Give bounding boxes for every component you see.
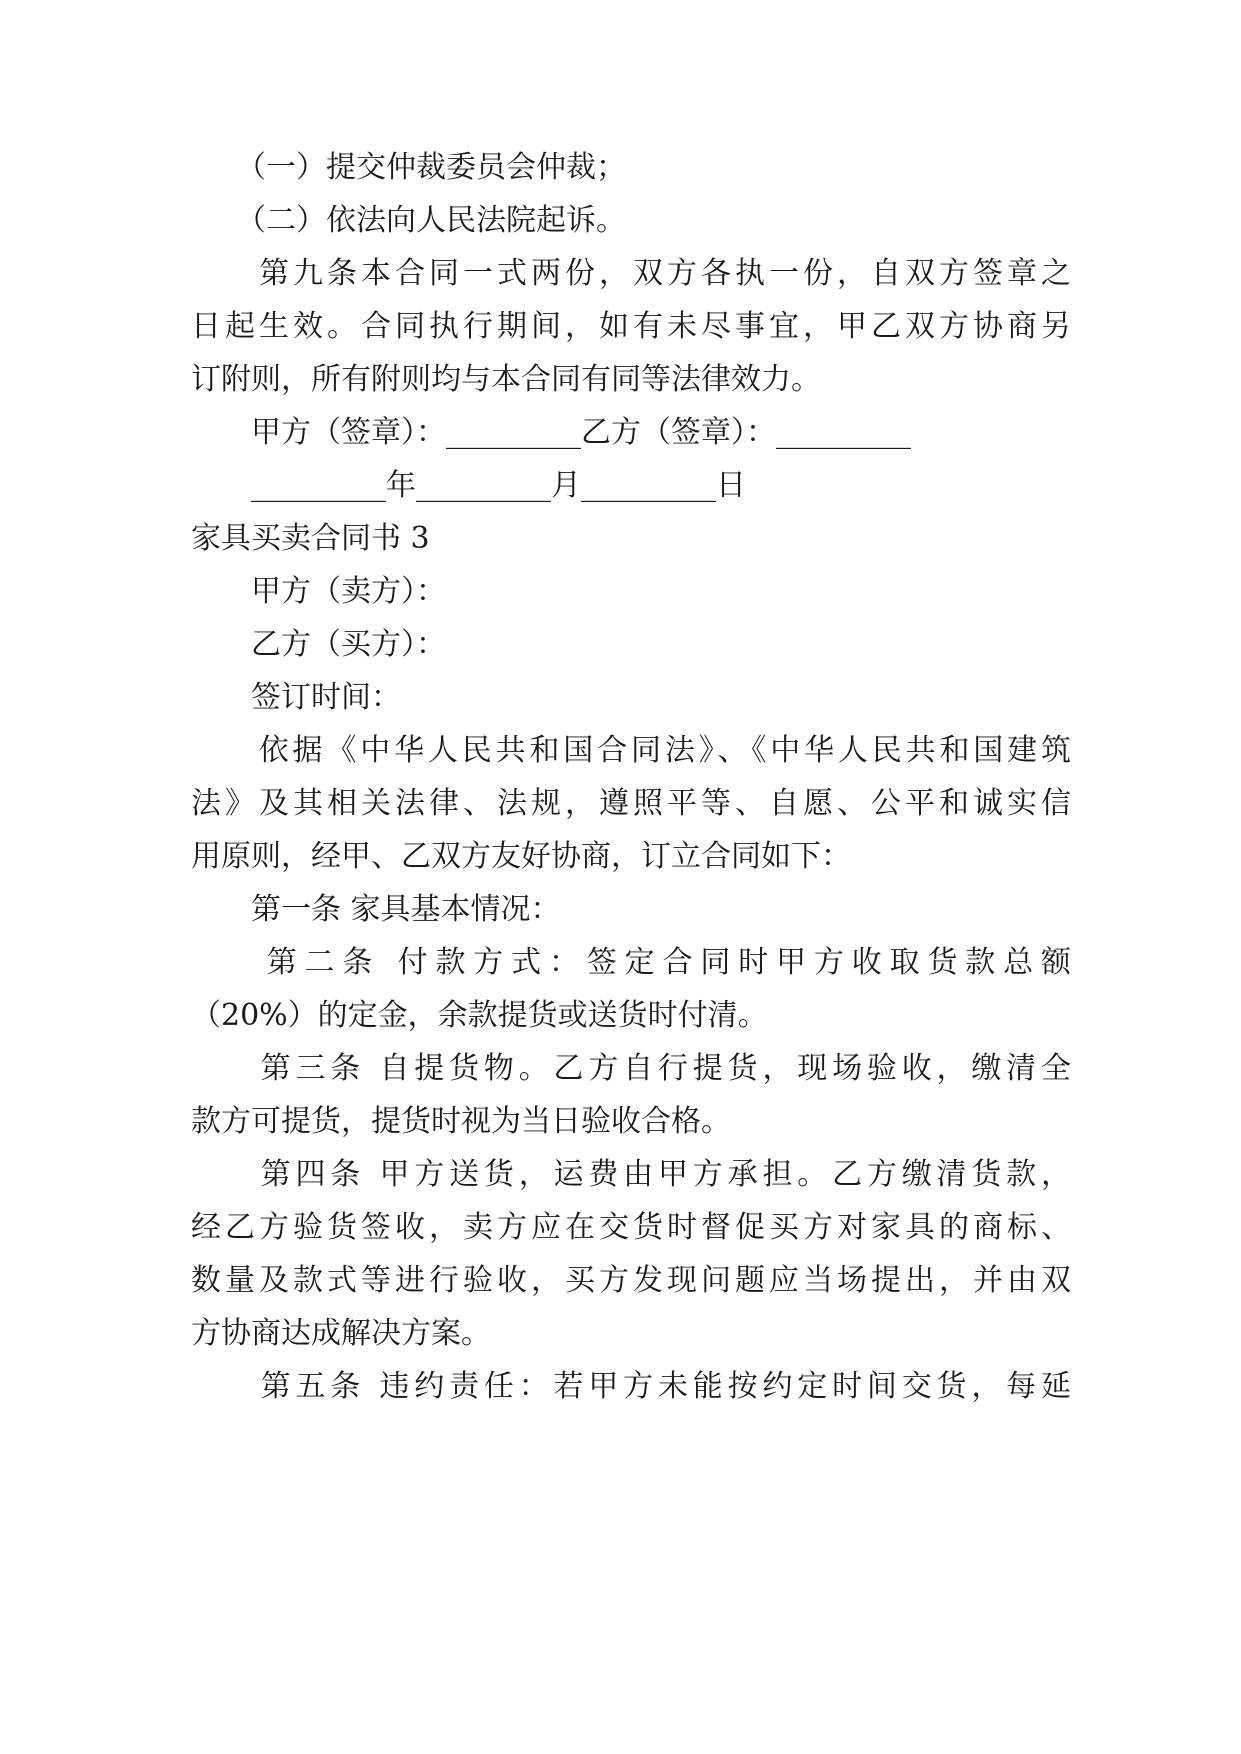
contract-title: 家具买卖合同书 3 bbox=[191, 521, 430, 556]
article-3-line-2: 款方可提货，提货时视为当日验收合格。 bbox=[191, 1104, 731, 1139]
preamble-line-1: 依据《中华人民共和国合同法》、《中华人民共和国建筑 bbox=[191, 733, 1071, 768]
article-2-line-1: 第二条 付款方式：签定合同时甲方收取货款总额 bbox=[191, 945, 1071, 980]
article-9-line-3: 订附则，所有附则均与本合同有同等法律效力。 bbox=[191, 362, 821, 397]
article-3-line-1: 第三条 自提货物。乙方自行提货，现场验收，缴清全 bbox=[191, 1051, 1071, 1086]
signature-line: 甲方（签章）：_________乙方（签章）：_________ bbox=[191, 415, 911, 450]
article-1: 第一条 家具基本情况： bbox=[191, 892, 561, 927]
signing-time: 签订时间： bbox=[191, 680, 401, 715]
article-4-line-4: 方协商达成解决方案。 bbox=[191, 1316, 491, 1351]
article-9-line-2: 日起生效。合同执行期间，如有未尽事宜，甲乙双方协商另 bbox=[191, 309, 1071, 344]
party-b-buyer: 乙方（买方）： bbox=[191, 627, 446, 662]
date-line: _________年_________月_________日 bbox=[191, 468, 746, 503]
preamble-line-3: 用原则，经甲、乙双方友好协商，订立合同如下： bbox=[191, 839, 851, 874]
article-4-line-2: 经乙方验货签收，卖方应在交货时督促买方对家具的商标、 bbox=[191, 1210, 1071, 1245]
preamble-line-2: 法》及其相关法律、法规，遵照平等、自愿、公平和诚实信 bbox=[191, 786, 1071, 821]
article-4-line-1: 第四条 甲方送货，运费由甲方承担。乙方缴清货款， bbox=[191, 1157, 1071, 1192]
article-9-line-1: 第九条本合同一式两份，双方各执一份，自双方签章之 bbox=[191, 256, 1071, 291]
article-5-line-1: 第五条 违约责任：若甲方未能按约定时间交货，每延 bbox=[191, 1369, 1071, 1404]
article-2-line-2: （20%）的定金，余款提货或送货时付清。 bbox=[191, 998, 768, 1033]
arbitration-option-1: （一）提交仲裁委员会仲裁； bbox=[191, 150, 626, 185]
party-a-seller: 甲方（卖方）： bbox=[191, 574, 446, 609]
article-4-line-3: 数量及款式等进行验收，买方发现问题应当场提出，并由双 bbox=[191, 1263, 1071, 1298]
litigation-option-2: （二）依法向人民法院起诉。 bbox=[191, 203, 626, 238]
